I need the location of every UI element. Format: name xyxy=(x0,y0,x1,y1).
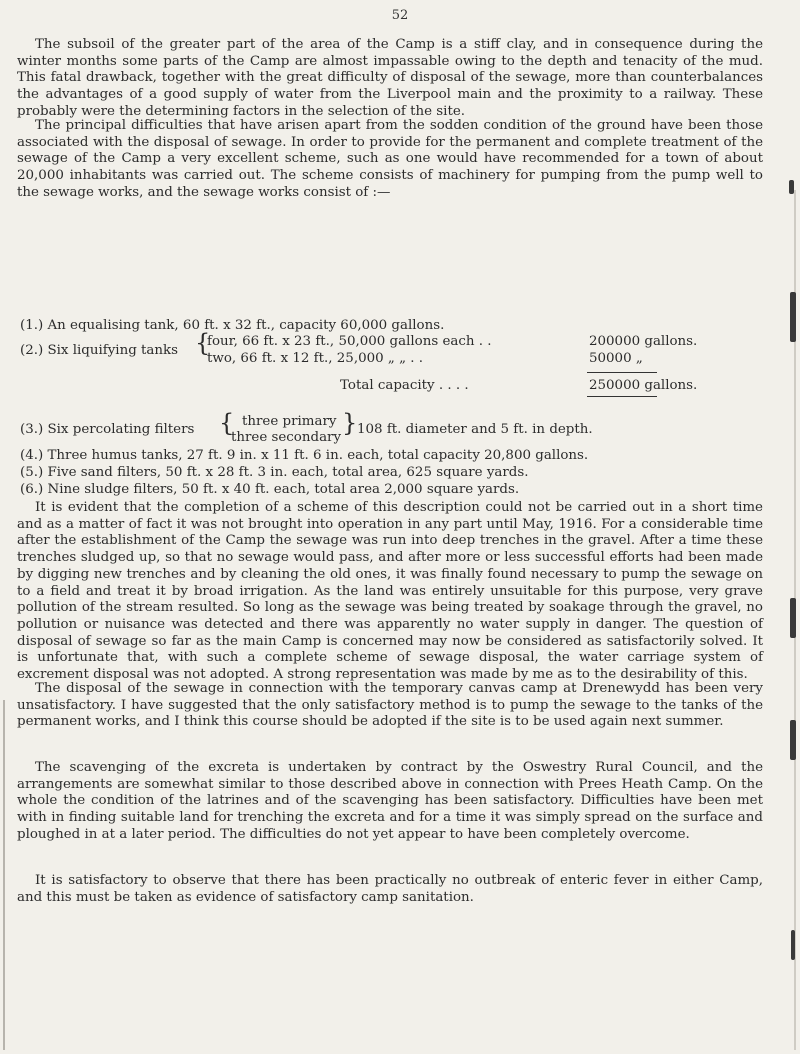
total-label: Total capacity . . . . xyxy=(340,378,469,393)
list-item-5: (5.) Five sand filters, 50 ft. x 28 ft. 3 in. each, total area, 625 square yards. xyxy=(20,465,529,480)
list-item-3-line1: three primary xyxy=(242,414,337,429)
brace-open: { xyxy=(195,329,211,357)
paragraph-scheme-completion: It is evident that the completion of a scheme of this description could not be carried out in a short time and as a matter of fact it was not brought into operation in any part until May, 1916. For a considerable time after the establishment of the Camp the sewage was run into deep trenches in the gravel. After a time these trenches sludged up, so that no sewage would pass, and after more or less successful efforts had been made by digging new trenches and by cleaning the old ones, it was finally found necessary to pump the sewage on to a field and treat it by broad irrigation. As the land was entirely unsuitable for this purpose, very grave pollution of the stream resulted. So long as the sewage was being treated by soakage through the gravel, no pollution or nuisance was detected and there was apparently no water supply in danger. The question of disposal of sewage so far as the main Camp is concerned may now be considered as satisfactorily solved. It is unfortunate that, with such a complete scheme of sewage disposal, the water carriage system of excrement disposal was not adopted. A strong representation was made by me as to the desirability of this. xyxy=(17,500,763,683)
page-number: 52 xyxy=(391,8,409,23)
list-item-2-line1: four, 66 ft. x 23 ft., 50,000 gallons each . . xyxy=(207,334,492,349)
paragraph-sewage-scheme: The principal difficulties that have arisen apart from the sodden condition of the ground have been those associated with the disposal of sewage. In order to provide for the permanent and complete treatment of the sewage of the Camp a very excellent scheme, such as one would have recommended for a town of about 20,000 inhabitants was carried out. The scheme consists of machinery for pumping from the pump well to the sewage works, and the sewage works consist of :— xyxy=(17,118,763,200)
total-value: 250000 gallons. xyxy=(589,378,698,393)
list-item-4: (4.) Three humus tanks, 27 ft. 9 in. x 11 ft. 6 in. each, total capacity 20,800 gallons. xyxy=(20,448,589,463)
paragraph-drenewydd: The disposal of the sewage in connection with the temporary canvas camp at Drenewydd has been very unsatisfactory. I have suggested that the only satisfactory method is to pump the sewage to the tanks of the permanent works, and I think this course should be adopted if the site is to be used again next summer. xyxy=(17,681,763,730)
paragraph-subsoil: The subsoil of the greater part of the area of the Camp is a stiff clay, and in consequence during the winter months some parts of the Camp are almost impassable owing to the depth and tenacity of the mud. This fatal drawback, together with the great difficulty of disposal of the sewage, more than counterbalances the advantages of a good supply of water from the Liverpool main and the proximity to a railway. These probably were the determining factors in the selection of the site. xyxy=(17,37,763,119)
sum-rule-top xyxy=(587,372,657,373)
paragraph-enteric-fever: It is satisfactory to observe that there has been practically no outbreak of enteric fever in either Camp, and this must be taken as evidence of satisfactory camp sanitation. xyxy=(17,873,763,905)
list-item-2-label: (2.) Six liquifying tanks xyxy=(20,343,179,358)
list-item-3-rest: 108 ft. diameter and 5 ft. in depth. xyxy=(357,422,593,437)
list-item-2-value1: 200000 gallons. xyxy=(589,334,698,349)
page-edge-left xyxy=(3,700,5,1050)
margin-mark xyxy=(790,598,796,638)
paragraph-scavenging: The scavenging of the excreta is undertaken by contract by the Oswestry Rural Council, and the arrangements are somewhat similar to those described above in connection with Prees Heath Camp. On the whole the condition of the latrines and of the scavenging has been satisfactory. Difficulties have been met with in finding suitable land for trenching the excreta and for a time it was simply spread on the surface and ploughed in at a later period. The difficulties do not yet appear to have been completely overcome. xyxy=(17,760,763,842)
list-item-3-label: (3.) Six percolating filters xyxy=(20,422,195,437)
margin-mark xyxy=(790,720,796,760)
brace-open-2: { xyxy=(219,409,235,437)
sum-rule-bottom xyxy=(587,396,657,397)
margin-mark xyxy=(790,292,796,342)
list-item-2-value2: 50000 „ xyxy=(589,351,643,366)
margin-mark xyxy=(791,930,795,960)
list-item-2-line2: two, 66 ft. x 12 ft., 25,000 „ „ . . xyxy=(207,351,424,366)
brace-close-2: } xyxy=(342,409,358,437)
list-item-1: (1.) An equalising tank, 60 ft. x 32 ft., capacity 60,000 gallons. xyxy=(20,318,445,333)
list-item-6: (6.) Nine sludge filters, 50 ft. x 40 ft. each, total area 2,000 square yards. xyxy=(20,482,520,497)
margin-mark xyxy=(789,180,794,194)
list-item-3-line2: three secondary xyxy=(231,430,342,445)
